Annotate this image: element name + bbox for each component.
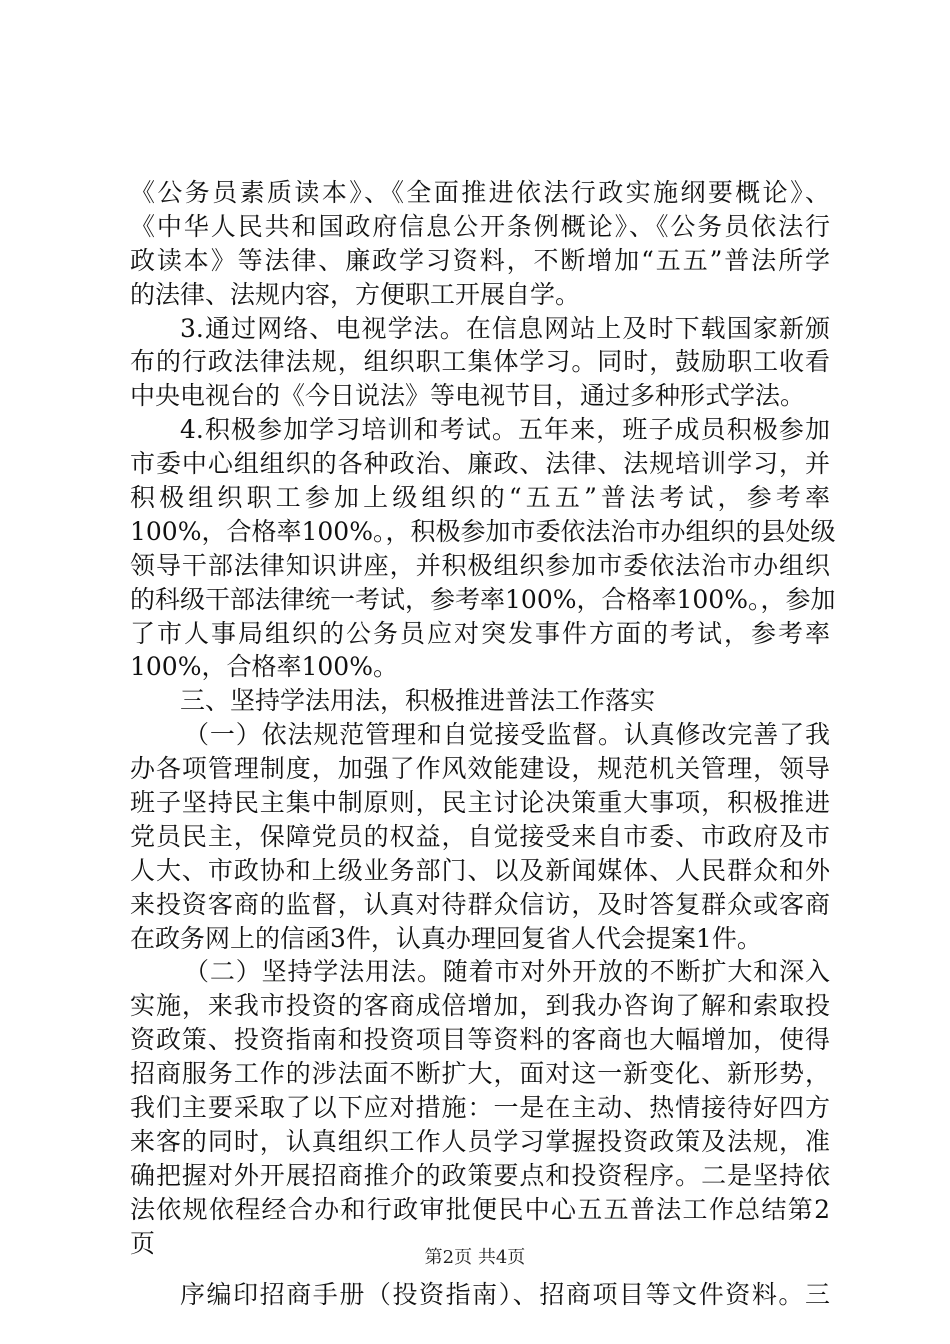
text-line: 了市人事局组织的公务员应对突发事件方面的考试，参考率 — [130, 618, 830, 648]
text-line: 3.通过网络、电视学法。在信息网站上及时下载国家新颁 — [180, 313, 830, 343]
text-line: 班子坚持民主集中制原则，民主讨论决策重大事项，积极推进 — [130, 788, 830, 818]
section-heading: 三、坚持学法用法，积极推进普法工作落实 — [180, 686, 656, 716]
text-line: 100%，合格率100%。 — [130, 652, 398, 682]
text-line: 实施，来我市投资的客商成倍增加，到我办咨询了解和索取投 — [130, 991, 830, 1021]
text-line: （二）坚持学法用法。随着市对外开放的不断扩大和深入 — [184, 957, 830, 987]
text-line: 积极组织职工参加上级组织的“五五”普法考试，参考率 — [130, 483, 830, 513]
text-line: 人大、市政协和上级业务部门、以及新闻媒体、人民群众和外 — [130, 855, 830, 885]
text-line: 政读本》等法律、廉政学习资料，不断增加“五五”普法所学 — [130, 245, 830, 275]
document-body — [130, 176, 836, 1311]
page-footer: 第2页 共4页 — [424, 1247, 526, 1268]
text-line: 《中华人民共和国政府信息公开条例概论》、《公务员依法行 — [130, 211, 830, 241]
text-line: 招商服务工作的涉法面不断扩大，面对这一新变化、新形势， — [130, 1059, 830, 1089]
text-line: 在政务网上的信函3件，认真办理回复省人代会提案1件。 — [130, 923, 762, 953]
text-line: 市委中心组组织的各种政治、廉政、法律、法规培训学习，并 — [130, 449, 830, 479]
text-line: （一）依法规范管理和自觉接受监督。认真修改完善了我 — [184, 720, 830, 750]
text-line: 的法律、法规内容，方便职工开展自学。 — [130, 279, 581, 309]
text-line: 我们主要采取了以下应对措施：一是在主动、热情接待好四方 — [130, 1093, 830, 1123]
text-line: 的科级干部法律统一考试，参考率100%，合格率100%。，参加 — [130, 584, 836, 614]
text-line: 资政策、投资指南和投资项目等资料的客商也大幅增加，使得 — [130, 1025, 830, 1055]
text-line: 《公务员素质读本》、《全面推进依法行政实施纲要概论》、 — [130, 178, 830, 207]
text-line: 中央电视台的《今日说法》等电视节目，通过多种形式学法。 — [130, 381, 806, 411]
text-line: 办各项管理制度，加强了作风效能建设，规范机关管理，领导 — [130, 754, 830, 784]
text-line: 100%，合格率100%。，积极参加市委依法治市办组织的县处级 — [130, 516, 836, 546]
text-line: 来投资客商的监督，认真对待群众信访，及时答复群众或客商 — [130, 889, 830, 919]
text-line: 来客的同时，认真组织工作人员学习掌握投资政策及法规，准 — [130, 1126, 830, 1156]
text-line: 确把握对外开展招商推介的政策要点和投资程序。二是坚持依 — [130, 1160, 830, 1190]
text-line: 党员民主，保障党员的权益，自觉接受来自市委、市政府及市 — [130, 821, 830, 851]
text-line: 页 — [130, 1228, 156, 1258]
text-line: 法依规依程经合办和行政审批便民中心五五普法工作总结第2 — [130, 1194, 830, 1224]
text-line: 领导干部法律知识讲座，并积极组织参加市委依法治市办组织 — [130, 550, 830, 580]
text-line: 序编印招商手册（投资指南）、招商项目等文件资料。三 — [180, 1279, 830, 1309]
text-line: 4.积极参加学习培训和考试。五年来，班子成员积极参加 — [180, 415, 830, 445]
text-line: 布的行政法律法规，组织职工集体学习。同时，鼓励职工收看 — [130, 347, 830, 377]
